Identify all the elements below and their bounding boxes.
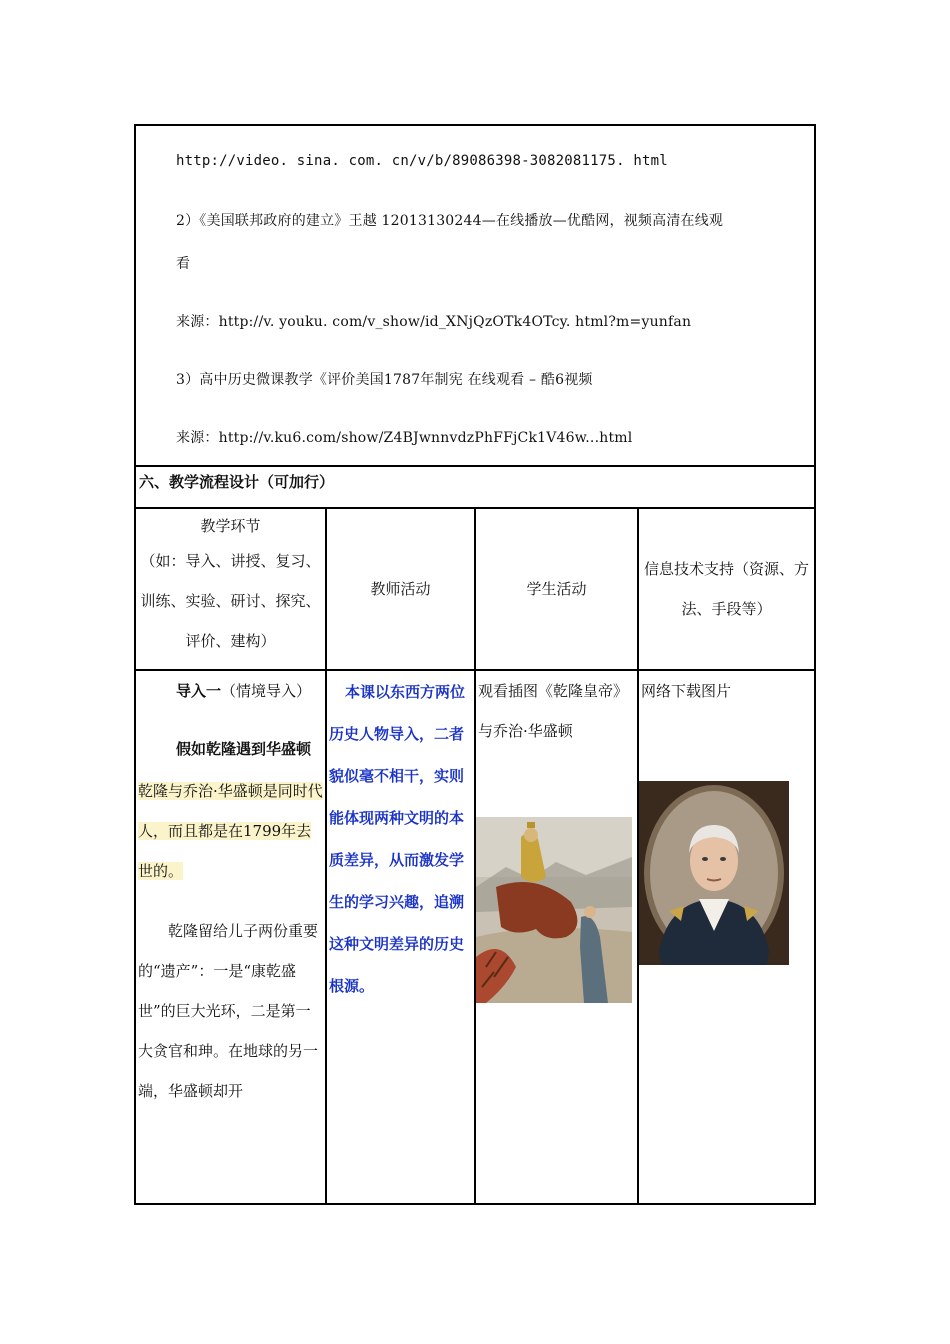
lesson-plan-table (134, 124, 816, 1205)
resource-url-1: http://video. sina. com. cn/v/b/89086398-3082081175. html (176, 153, 668, 169)
stage-label-rest: （情境导入） (221, 682, 312, 700)
resource-source-3: 来源：http://v.ku6.com/show/Z4BJwnnvdzPhFFjCk1V46w...html (176, 430, 633, 446)
resource-item-2-cont: 看 (176, 256, 191, 272)
it-support-cell (638, 670, 815, 1204)
header-stage-examples: （如：导入、讲授、复习、训练、实验、研讨、探究、评价、建构） (140, 552, 321, 650)
header-it-support: 信息技术支持（资源、方法、手段等） (638, 508, 815, 670)
resource-source-2: 来源：http://v. youku. com/v_show/id_XNjQzOTk4OTcy. html?m=yunfan (176, 314, 692, 330)
it-support-text: 网络下载图片 (641, 682, 732, 700)
student-activity-text: 观看插图《乾隆皇帝》与乔治·华盛顿 (478, 682, 629, 740)
stage-cell (135, 670, 326, 1204)
header-student-activity: 学生活动 (475, 508, 638, 670)
resources-cell (135, 125, 815, 466)
intro-heading: 假如乾隆遇到华盛顿 (175, 740, 311, 758)
resource-item-3: 3）高中历史微课教学《评价美国1787年制宪 在线观看 – 酷6视频 (176, 372, 593, 388)
intro-paragraph-2: 乾隆留给儿子两份重要的“遗产”：一是“康乾盛世”的巨大光环，二是第一大贪官和珅。在地球的另一端，华盛顿却开 (138, 922, 319, 1100)
teacher-activity-cell (326, 670, 475, 1204)
resource-item-2: 2）《美国联邦政府的建立》王越 12013130244—在线播放—优酷网，视频高清在线观 (176, 213, 724, 229)
header-teacher-activity: 教师活动 (326, 508, 475, 670)
section-title: 六、教学流程设计（可加行） (135, 466, 815, 508)
student-activity-cell (475, 670, 638, 1204)
intro-paragraph-1: 乾隆与乔治·华盛顿是同时代人，而且都是在1799年去世的。 (138, 782, 323, 880)
qianlong-painting-image (476, 817, 632, 1003)
teacher-activity-text: 本课以东西方两位历史人物导入，二者貌似毫不相干，实则能体现两种文明的本质差异，从而激发学生的学习兴趣，追溯这种文明差异的历史根源。 (329, 683, 466, 995)
header-stage-title: 教学环节 (200, 517, 261, 535)
header-teaching-stage (135, 508, 326, 670)
stage-label: 导入一 (176, 682, 222, 700)
washington-portrait-image (639, 781, 789, 965)
